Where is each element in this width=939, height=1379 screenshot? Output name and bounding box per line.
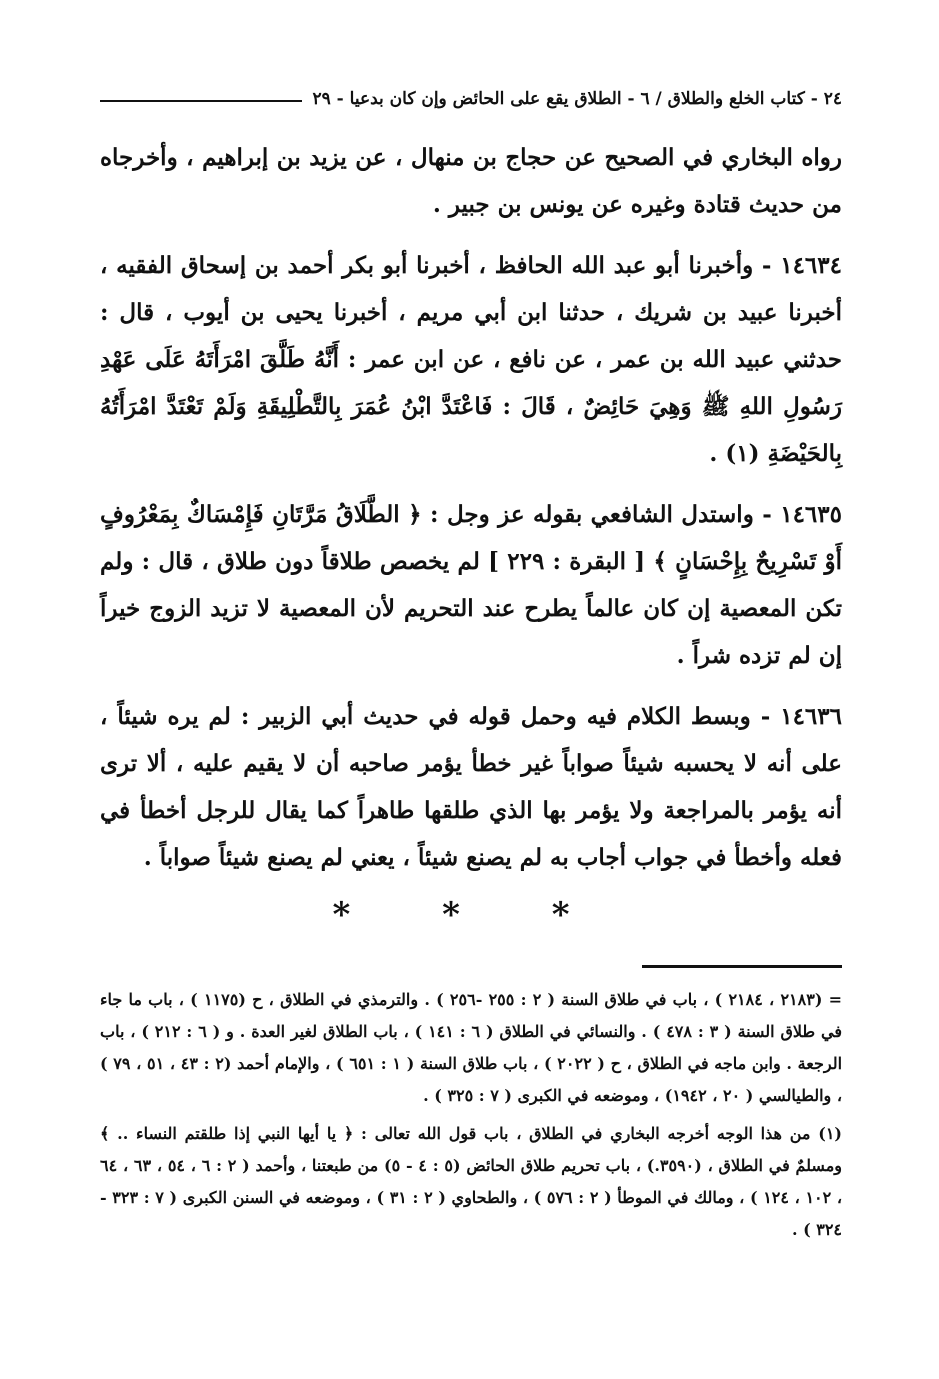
paragraph-text: رواه البخاري في الصحيح عن حجاج بن منهال ، عن يزيد بن إبراهيم ، وأخرجاه من حديث قتادة وغيره عن يونس بن جبير . (100, 144, 842, 218)
hadith-paragraph (100, 693, 842, 881)
running-head (100, 82, 842, 116)
footnotes (100, 984, 842, 1246)
footnote-rule (642, 965, 842, 968)
paragraph-text: - واستدل الشافعي بقوله عز وجل : ﴿ الطَّلَاقُ مَرَّتَانِ فَإِمْسَاكٌ بِمَعْرُوفٍ أَوْ تَسْرِيحٌ بِإِحْسَانٍ ﴾ [ البقرة : ٢٢٩ ] لم يخصص طلاقاً دون طلاق ، قال : ولم تكن المعصية إن كان عالماً يطرح عند التحريم لأن المعصية لا تزيد الزوج خيراً إن لم تزده شراً . (100, 501, 843, 669)
hadith-number: ١٤٦٣٤ (780, 252, 842, 279)
paragraph-text: - وبسط الكلام فيه وحمل قوله في حديث أبي الزبير : لم يره شيئاً ، على أنه لا يحسبه شيئاً صواباً غير خطأ يؤمر صاحبه أن لا يقيم عليه ، ألا ترى أنه يؤمر بالمراجعة ولا يؤمر بها الذي طلقها طاهراً كما يقال للرجل أخطأ في فعله وأخطأ في جواب أجاب به لم يصنع شيئاً ، يعني لم يصنع شيئاً صواباً . (100, 703, 842, 871)
main-text (100, 134, 842, 881)
footnote-continuation: = (٢١٨٣ ، ٢١٨٤ ) ، باب في طلاق السنة ( ٢ : ٢٥٥ -٢٥٦ ) . والترمذي في الطلاق ، ح (١١٧٥ ) ، باب ما جاء في طلاق السنة ( ٣ : ٤٧٨ ) . والنسائي في الطلاق ( ٦ : ١٤١ ) ، باب الطلاق لغير العدة . و ( ٦ : ٢١٢ ) ، باب الرجعة . وابن ماجه في الطلاق ، ح ( ٢٠٢٢ ) ، باب طلاق السنة ( ١ : ٦٥١ ) ، والإمام أحمد (٢ : ٤٣ ، ٥١ ، ٧٩ ) ، والطيالسي ( ٢٠ ، ١٩٤٢) ، وموضعه في الكبرى ( ٧ : ٣٢٥ ) . (100, 990, 843, 1105)
hadith-paragraph (100, 491, 842, 679)
section-separator: * * * (332, 895, 610, 935)
hadith-number: ١٤٦٣٥ (780, 501, 842, 528)
paragraph-text: - وأخبرنا أبو عبد الله الحافظ ، أخبرنا أبو بكر أحمد بن إسحاق الفقيه ، أخبرنا عبيد بن شريك ، حدثنا ابن أبي مريم ، أخبرنا يحيى بن أيوب ، قال : حدثني عبيد الله بن عمر ، عن نافع ، عن ابن عمر : أَنَّهُ طَلَّقَ امْرَأَتَهُ عَلَى عَهْدِ رَسُولِ اللهِ ﷺ وَهِيَ حَائِضٌ ، قَالَ : فَاعْتَدَّ ابْنُ عُمَرَ بِالتَّطْلِيقَةِ وَلَمْ تَعْتَدَّ امْرَأَتُهُ بِالحَيْضَةِ (١) . (100, 252, 842, 467)
footnote-1: (١) من هذا الوجه أخرجه البخاري في الطلاق ، باب قول الله تعالى : ﴿ يا أيها النبي إذا طلقتم النساء .. ﴾ ومسلمٌ في الطلاق ، (٣٥٩٠.) ، باب تحريم طلاق الحائض (٥ : ٤ - ٥) من طبعتنا ، وأحمد ( ٢ : ٦ ، ٥٤ ، ٦٣ ، ٦٤ ، ١٠٢ ، ١٢٤ ) ، ومالك في الموطأ ( ٢ : ٥٧٦ ) ، والطحاوي ( ٢ : ٣١ ) ، وموضعه في السنن الكبرى ( ٧ : ٣٢٣ - ٣٢٤ ) . (100, 1124, 843, 1239)
hadith-number: ١٤٦٣٦ (780, 703, 842, 730)
paragraph-continuation (100, 134, 842, 228)
running-head-text: ٢٤ - كتاب الخلع والطلاق / ٦ - الطلاق يقع على الحائض وإن كان بدعيا - ٢٩ (312, 89, 842, 109)
hadith-paragraph (100, 242, 842, 477)
book-page (100, 82, 842, 1339)
running-head-rule (100, 100, 302, 102)
